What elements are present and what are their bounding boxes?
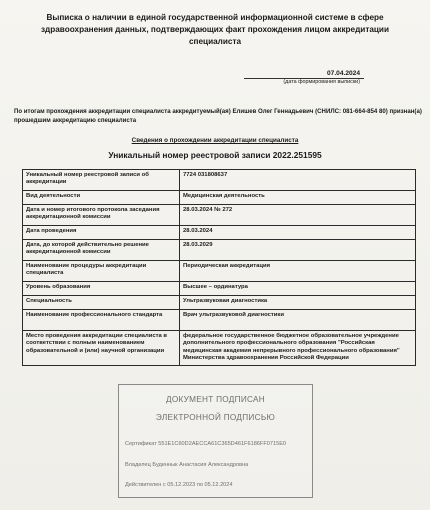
row-value: Медицинская деятельность bbox=[180, 191, 416, 205]
stamp-line-2: ЭЛЕКТРОННОЙ ПОДПИСЬЮ bbox=[155, 413, 276, 422]
row-label: Дата и номер итогового протокола заседания аккредитационной комиссии bbox=[23, 205, 180, 226]
row-label: Уровень образования bbox=[23, 282, 180, 296]
row-value: 28.03.2029 bbox=[180, 240, 416, 261]
row-label: Наименование процедуры аккредитации специалиста bbox=[23, 261, 180, 282]
row-value: Врач ультразвуковой диагностики bbox=[180, 310, 416, 331]
document-title: Выписка о наличии в единой государственной информационной системе в сфере здравоохранения данных, подтверждающих факт прохождения лицом аккредитации специалиста bbox=[40, 13, 389, 46]
table-row bbox=[23, 331, 416, 366]
row-label: Вид деятельности bbox=[23, 191, 180, 205]
issue-date-block bbox=[244, 70, 364, 85]
electronic-signature-stamp bbox=[118, 384, 313, 498]
stamp-certificate: Сертификат 551E1C60D2AECCA61C365D461F6186FF0715E0 bbox=[125, 441, 287, 447]
row-label: Наименование профессионального стандарта bbox=[23, 310, 180, 331]
accreditation-result-text: По итогам прохождения аккредитации специалиста аккредитуемый(ая) Елишев Олег Геннадьевич (СНИЛС: 081-664-854 80) признан(а) прошедшим аккредитацию специалиста bbox=[14, 108, 422, 124]
row-value: 7724 031808637 bbox=[180, 170, 416, 191]
section-title: Сведения о прохождении аккредитации специалиста bbox=[131, 137, 299, 144]
registry-number-heading: Уникальный номер реестровой записи 2022.251595 bbox=[108, 150, 322, 160]
row-value: Высшее – ординатура bbox=[180, 282, 416, 296]
issue-date: 07.04.2024 bbox=[326, 70, 360, 77]
stamp-line-1: ДОКУМЕНТ ПОДПИСАН bbox=[165, 395, 266, 404]
table-row bbox=[23, 282, 416, 296]
row-value: Ультразвуковая диагностика bbox=[180, 296, 416, 310]
table-row bbox=[23, 296, 416, 310]
table-row bbox=[23, 240, 416, 261]
table-row bbox=[23, 310, 416, 331]
row-label: Дата, до которой действительно решение аккредитационной комиссии bbox=[23, 240, 180, 261]
table-row bbox=[23, 170, 416, 191]
issue-date-caption: (дата формирования выписки) bbox=[283, 79, 360, 85]
table-row bbox=[23, 205, 416, 226]
row-label: Дата проведения bbox=[23, 226, 180, 240]
stamp-owner: Владелец Буденнык Анастасия Александровна bbox=[125, 462, 249, 468]
table-row bbox=[23, 191, 416, 205]
row-value: Периодическая аккредитация bbox=[180, 261, 416, 282]
row-value: федеральное государственное бюджетное образовательное учреждение дополнительного профессионального образования "Российская медицинская академия непрерывного профессионального образования" Министерства здравоохранения Российской Федерации bbox=[180, 331, 416, 366]
row-value: 28.03.2024 bbox=[180, 226, 416, 240]
row-label: Специальность bbox=[23, 296, 180, 310]
row-value: 28.03.2024 № 272 bbox=[180, 205, 416, 226]
table-row bbox=[23, 261, 416, 282]
accreditation-table bbox=[22, 169, 416, 366]
stamp-validity: Действителен с 05.12.2023 по 05.12.2024 bbox=[125, 482, 233, 488]
row-label: Уникальный номер реестровой записи об аккредитации bbox=[23, 170, 180, 191]
row-label: Место проведения аккредитации специалиста в соответствии с полным наименованием образовательной и (или) научной организации bbox=[23, 331, 180, 366]
table-row bbox=[23, 226, 416, 240]
